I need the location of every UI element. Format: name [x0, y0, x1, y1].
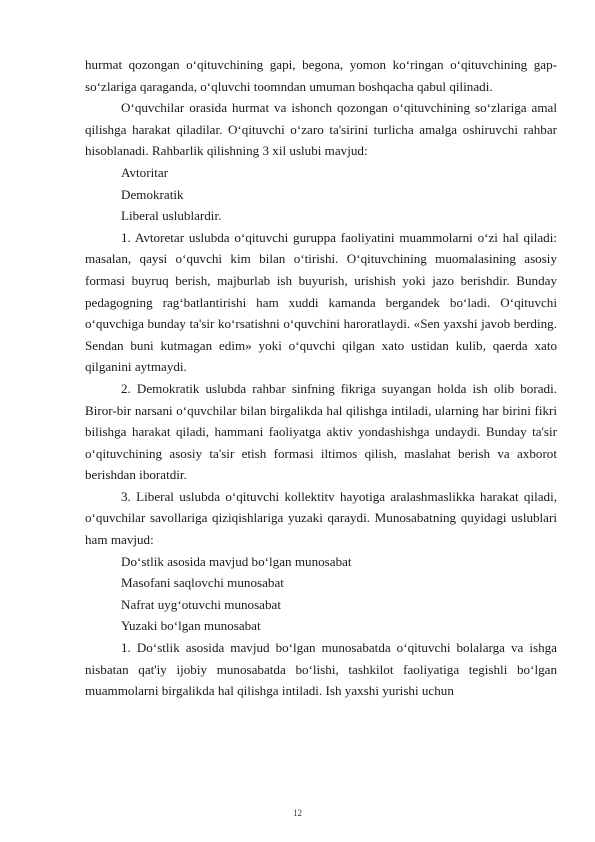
paragraph-liberal: 3. Liberal uslubda o‘qituvchi kollektitv hayotiga aralashmaslikka harakat qiladi, o‘quvchilar savollariga qiziqishlariga yuzaki qaraydi. Munosabatning quyidagi uslublari ham mavjud:: [85, 488, 557, 548]
relation-item-hatred: Nafrat uyg‘otuvchi munosabat: [121, 596, 281, 612]
page-number: 12: [293, 808, 302, 818]
paragraph-authoritarian: 1. Avtoretar uslubda o‘qituvchi guruppa faoliyatini muammolarni o‘zi hal qiladi: masalan, qaysi o‘quvchi kim bilan o‘tirishi. O‘qituvchining muomalasining asosiy formasi buyruq berish, majburlab ish buyurish, urishish yoki jazo berishdir. Bunday pedagogning rag‘batlantirishi ham xuddi kamanda bergandek bo‘ladi. O‘qituvchi o‘quvchiga bunday ta'sir ko‘rsatishni o‘quvchini haroratlaydi. «Sen yaxshi javob berding. Sendan buni kutmagan edim» yoki o‘quvchi qilgan xato ustidan kulib, qaerda xato qilganini aytmaydi.: [85, 229, 557, 375]
style-item-liberal: Liberal uslublardir.: [121, 208, 222, 224]
body-text: [85, 54, 557, 702]
style-item-authoritarian: Avtoritar: [121, 164, 169, 180]
paragraph-leadership-intro: O‘quvchilar orasida hurmat va ishonch qozongan o‘qituvchining so‘zlariga amal qilishga harakat qiladilar. O‘qituvchi o‘zaro ta'sirini turlicha amalga oshiruvchi rahbar hisoblanadi. Rahbarlik qilishning 3 xil uslubi mavjud:: [85, 100, 557, 159]
paragraph-friendship: 1. Do‘stlik asosida mavjud bo‘lgan munosabatda o‘qituvchi bolalarga va ishga nisbatan qat'iy ijobiy munosabatda bo‘lishi, tashkilot faoliyatiga tegishli bo‘lgan muammolarni birgalikda hal qilishga intiladi. Ish yaxshi yurishi uchun: [85, 640, 557, 699]
style-item-democratic: Demokratik: [121, 186, 184, 202]
relation-item-distance: Masofani saqlovchi munosabat: [121, 575, 284, 591]
relation-item-friendship: Do‘stlik asosida mavjud bo‘lgan munosabat: [121, 553, 352, 569]
paragraph-democratic: 2. Demokratik uslubda rahbar sinfning fikriga suyangan holda ish olib boradi. Biror-bir narsani o‘quvchilar bilan birgalikda hal qilishga intiladi, ularning har birini fikri bilishga harakat qiladi, hammani faoliyatga aktiv yondashishga undaydi. Bunday ta'sir o‘qituvchining asosiy ta'sir etish formasi iltimos qilish, maslahat berish va axborot berishdan iboratdir.: [85, 380, 557, 483]
relation-item-superficial: Yuzaki bo‘lgan munosabat: [121, 618, 261, 634]
paragraph-continued: hurmat qozongan o‘qituvchining gapi, begona, yomon ko‘ringan o‘qituvchining gap-so‘zlariga qaraganda, o‘qluvchi toomndan umuman boshqacha qabul qilinadi.: [85, 57, 557, 94]
